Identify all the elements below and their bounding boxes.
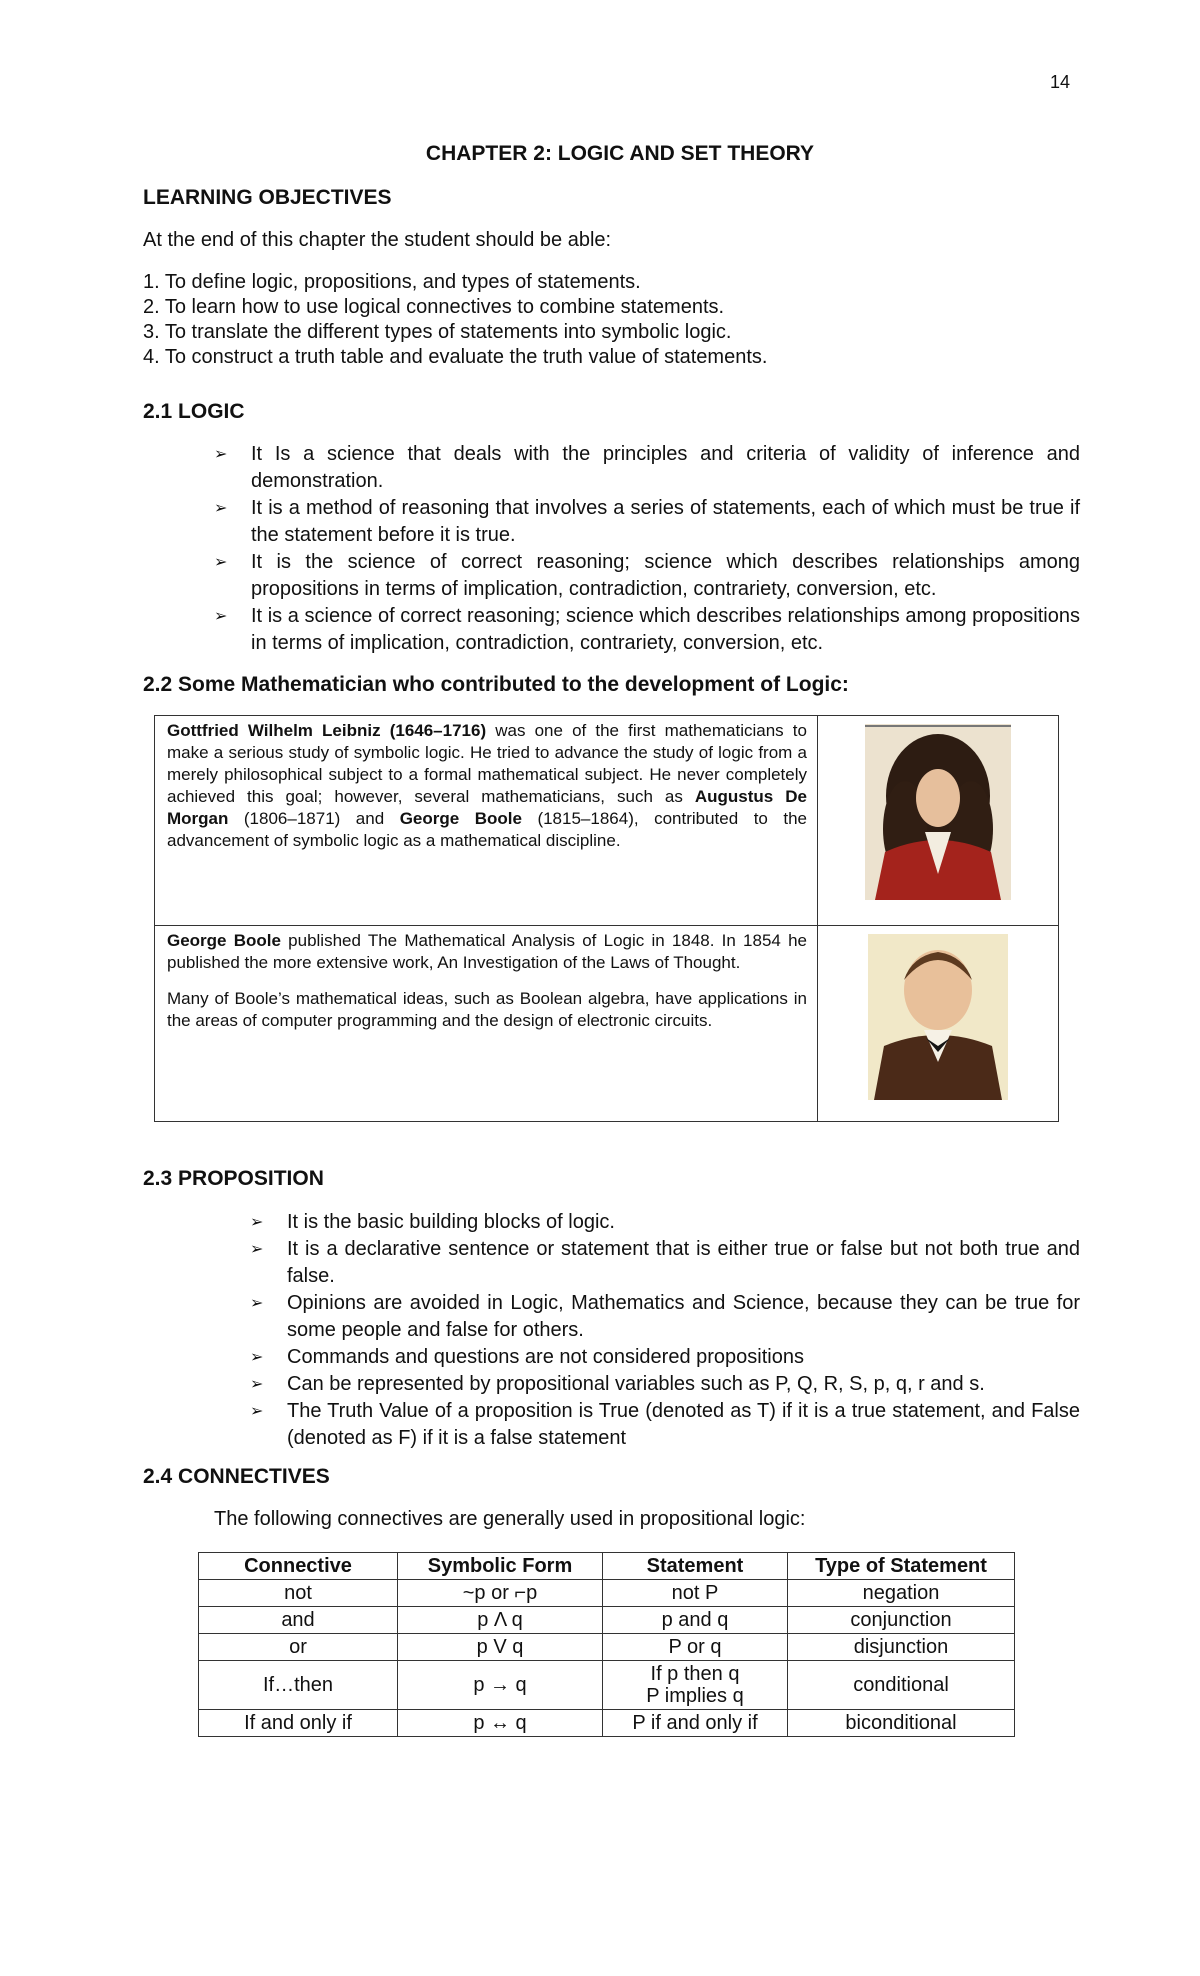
objective-item: 4. To construct a truth table and evaluate the truth value of statements. (143, 346, 768, 368)
logic-heading: 2.1 LOGIC (143, 400, 245, 423)
table-cell: and (199, 1607, 398, 1634)
table-cell: not (199, 1580, 398, 1607)
table-cell: If…then (199, 1661, 398, 1710)
table-cell: P or q (603, 1634, 788, 1661)
table-cell: p and q (603, 1607, 788, 1634)
table-cell: p Λ q (398, 1607, 603, 1634)
table-cell: not P (603, 1580, 788, 1607)
boole-portrait (868, 934, 1008, 1100)
table-cell: ~p or ⌐p (398, 1580, 603, 1607)
table-cell: p ↔ q (398, 1710, 603, 1737)
leibniz-text: Gottfried Wilhelm Leibniz (1646–1716) was one of the first mathematicians to make a serious study of symbolic logic. He tried to advance the study of logic from a merely philosophical subject to a formal mathematical subject. He never completely achieved this goal; however, several mathematicians, such as Augustus De Morgan (1806–1871) and George Boole (1815–1864), contributed to the advancement of symbolic logic as a mathematical discipline. (155, 716, 818, 926)
table-row (199, 1607, 1015, 1634)
column-header: Symbolic Form (398, 1553, 603, 1580)
column-header: Type of Statement (788, 1553, 1015, 1580)
table-header-row (199, 1553, 1015, 1580)
arrow-bullet-icon: ➢ (250, 1376, 264, 1393)
bullet-item: ➢ It is a method of reasoning that involves a series of statements, each of which must be true if the statement before it is true. (214, 497, 1080, 546)
bullet-item: ➢ It is a science of correct reasoning; science which describes relationships among propositions in terms of implication, contradiction, contrariety, conversion, etc. (214, 605, 1080, 654)
proposition-bullets (250, 1209, 1080, 1452)
bullet-item: ➢ It is the basic building blocks of logic. (250, 1209, 1080, 1236)
table-cell: P if and only if (603, 1710, 788, 1737)
page-number: 14 (1049, 72, 1070, 92)
arrow-bullet-icon: ➢ (250, 1349, 264, 1366)
table-cell: p → q (398, 1661, 603, 1710)
table-cell: If and only if (199, 1710, 398, 1737)
leibniz-portrait-cell (818, 716, 1059, 926)
arrow-bullet-icon: ➢ (250, 1241, 264, 1258)
arrow-bullet-icon: ➢ (214, 500, 228, 517)
bullet-item: ➢ Opinions are avoided in Logic, Mathematics and Science, because they can be true for some people and false for others. (250, 1292, 1080, 1341)
table-cell: conditional (788, 1661, 1015, 1710)
table-cell: biconditional (788, 1710, 1015, 1737)
mathematicians-heading: 2.2 Some Mathematician who contributed to the development of Logic: (143, 673, 849, 696)
objective-item: 3. To translate the different types of statements into symbolic logic. (143, 321, 732, 343)
bullet-item: ➢ Can be represented by propositional variables such as P, Q, R, S, p, q, r and s. (250, 1371, 1080, 1398)
arrow-bullet-icon: ➢ (214, 554, 228, 571)
connectives-table (198, 1552, 1015, 1737)
connectives-intro: The following connectives are generally used in propositional logic: (214, 1508, 806, 1530)
table-cell: conjunction (788, 1607, 1015, 1634)
logic-bullets (214, 441, 1080, 657)
learning-objectives-heading: LEARNING OBJECTIVES (143, 186, 392, 209)
table-cell: If p then q P implies q (603, 1661, 788, 1710)
table-row (199, 1580, 1015, 1607)
bullet-item: ➢ The Truth Value of a proposition is True (denoted as T) if it is a true statement, and False (denoted as F) if it is a false statement (250, 1400, 1080, 1449)
chapter-title: CHAPTER 2: LOGIC AND SET THEORY (425, 142, 815, 165)
objective-item: 1. To define logic, propositions, and types of statements. (143, 271, 641, 293)
mathematicians-table (154, 715, 1059, 1122)
column-header: Connective (199, 1553, 398, 1580)
bullet-item: ➢ It is the science of correct reasoning; science which describes relationships among propositions in terms of implication, contradiction, contrariety, conversion, etc. (214, 551, 1080, 600)
arrow-bullet-icon: ➢ (250, 1295, 264, 1312)
table-cell: p V q (398, 1634, 603, 1661)
objectives-list (143, 270, 767, 370)
arrow-bullet-icon: ➢ (214, 446, 228, 463)
bullet-item: ➢ It Is a science that deals with the principles and criteria of validity of inference and demonstration. (214, 443, 1080, 492)
table-row (199, 1710, 1015, 1737)
connectives-heading: 2.4 CONNECTIVES (143, 1465, 330, 1488)
bullet-item: ➢ It is a declarative sentence or statement that is either true or false but not both true and false. (250, 1238, 1080, 1287)
table-cell: disjunction (788, 1634, 1015, 1661)
table-cell: negation (788, 1580, 1015, 1607)
table-row (199, 1661, 1015, 1710)
arrow-bullet-icon: ➢ (214, 608, 228, 625)
column-header: Statement (603, 1553, 788, 1580)
table-row (199, 1634, 1015, 1661)
objective-item: 2. To learn how to use logical connectives to combine statements. (143, 296, 725, 318)
arrow-bullet-icon: ➢ (250, 1214, 264, 1231)
boole-portrait-cell (818, 926, 1059, 1122)
arrow-bullet-icon: ➢ (250, 1403, 264, 1420)
objectives-intro: At the end of this chapter the student should be able: (143, 229, 612, 251)
proposition-heading: 2.3 PROPOSITION (143, 1167, 324, 1190)
table-cell: or (199, 1634, 398, 1661)
bullet-item: ➢ Commands and questions are not considered propositions (250, 1344, 1080, 1371)
boole-text: George Boole published The Mathematical Analysis of Logic in 1848. In 1854 he published the more extensive work, An Investigation of the Laws of Thought. Many of Boole’s mathematical ideas, such as Boolean algebra, have applications in the areas of computer programming and the design of electronic circuits. (155, 926, 818, 1122)
leibniz-portrait (865, 724, 1011, 900)
